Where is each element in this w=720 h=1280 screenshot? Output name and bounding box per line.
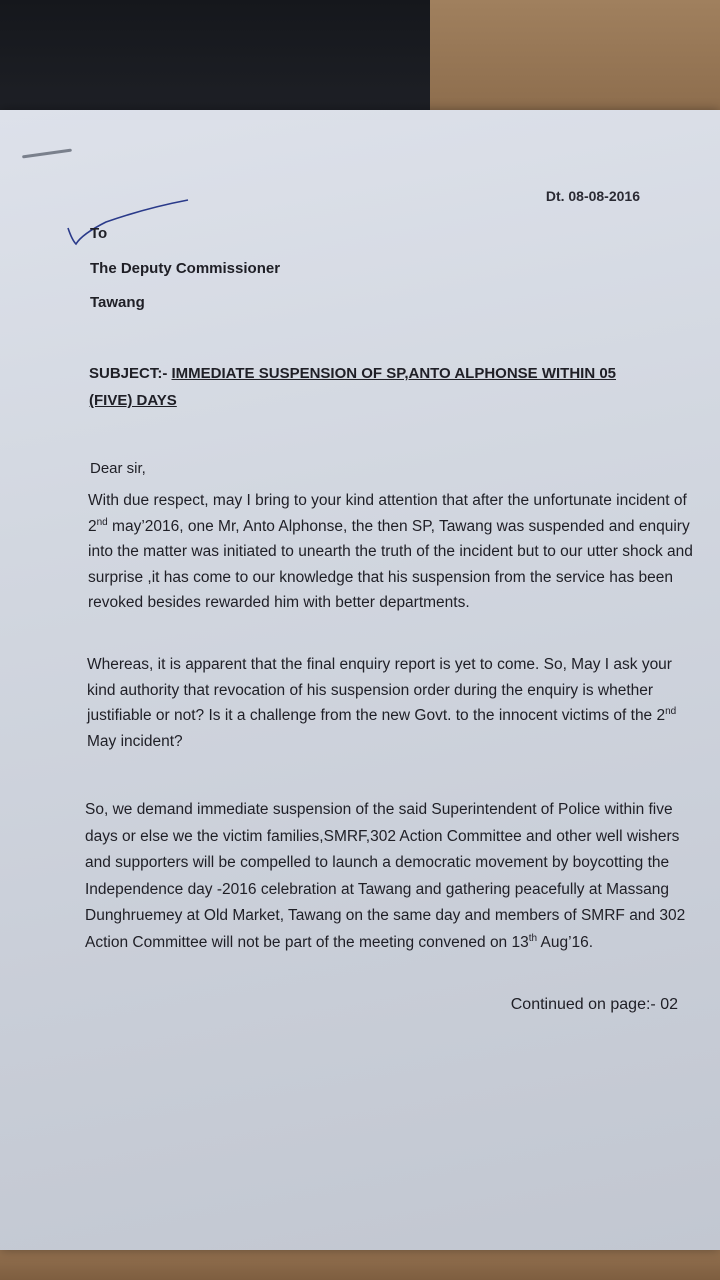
ordinal-suffix: nd <box>665 705 677 717</box>
to-label: To <box>90 225 108 242</box>
continued-note: Continued on page:- 02 <box>510 996 678 1013</box>
table-surface <box>430 0 720 120</box>
subject-label: SUBJECT:- <box>89 365 172 382</box>
pen-tick-mark <box>66 198 196 258</box>
paragraph-3 <box>85 797 705 956</box>
addressee: The Deputy Commissioner <box>90 260 281 277</box>
subject-text: IMMEDIATE SUSPENSION OF SP,ANTO ALPHONSE WITHIN 05 (FIVE) DAYS <box>89 365 617 409</box>
addressee-place: Tawang <box>90 294 145 311</box>
paragraph-1-text-cont: may’2016, one Mr, Anto Alphonse, the then SP, Tawang was suspended and enquiry into the matter was initiated to unearth the truth of the incident but to our utter shock and surprise ,it has come to our knowledge that his suspension from the service has been revoked besides rewarded him with better departments. <box>88 517 693 611</box>
paragraph-3-text-cont: Aug’16. <box>537 933 594 951</box>
paragraph-2 <box>87 652 697 754</box>
paragraph-1 <box>88 488 698 616</box>
paragraph-3-text: So, we demand immediate suspension of the said Superintendent of Police within five days or else we the victim families,SMRF,302 Action Committee and other well wishers and supporters will be compelled to launch a democratic movement by boycotting the Independence day -2016 celebration at Tawang and gathering peacefully at Massang Dunghruemey at Old Market, Tawang on the same day and members of SMRF and 302 Action Committee will not be part of the meeting convened on 13 <box>85 801 686 951</box>
letter-page <box>0 110 720 1250</box>
ordinal-suffix: nd <box>96 516 108 528</box>
subject-line <box>89 360 629 414</box>
letter-date: Dt. 08-08-2016 <box>545 188 640 204</box>
paragraph-2-text: Whereas, it is apparent that the final enquiry report is yet to come. So, May I ask your kind authority that revocation of his suspension order during the enquiry is whether justifiable or not? Is it a challenge from the new Govt. to the innocent victims of the 2 <box>87 656 672 724</box>
paragraph-1-text: With due respect, may I bring to your kind attention that after the unfortunate incident of 2 <box>88 492 687 535</box>
staple-mark <box>22 149 72 159</box>
paragraph-2-text-cont: May incident? <box>87 732 183 750</box>
salutation: Dear sir, <box>90 460 146 477</box>
ordinal-suffix: th <box>528 932 538 944</box>
dark-background <box>0 0 430 118</box>
